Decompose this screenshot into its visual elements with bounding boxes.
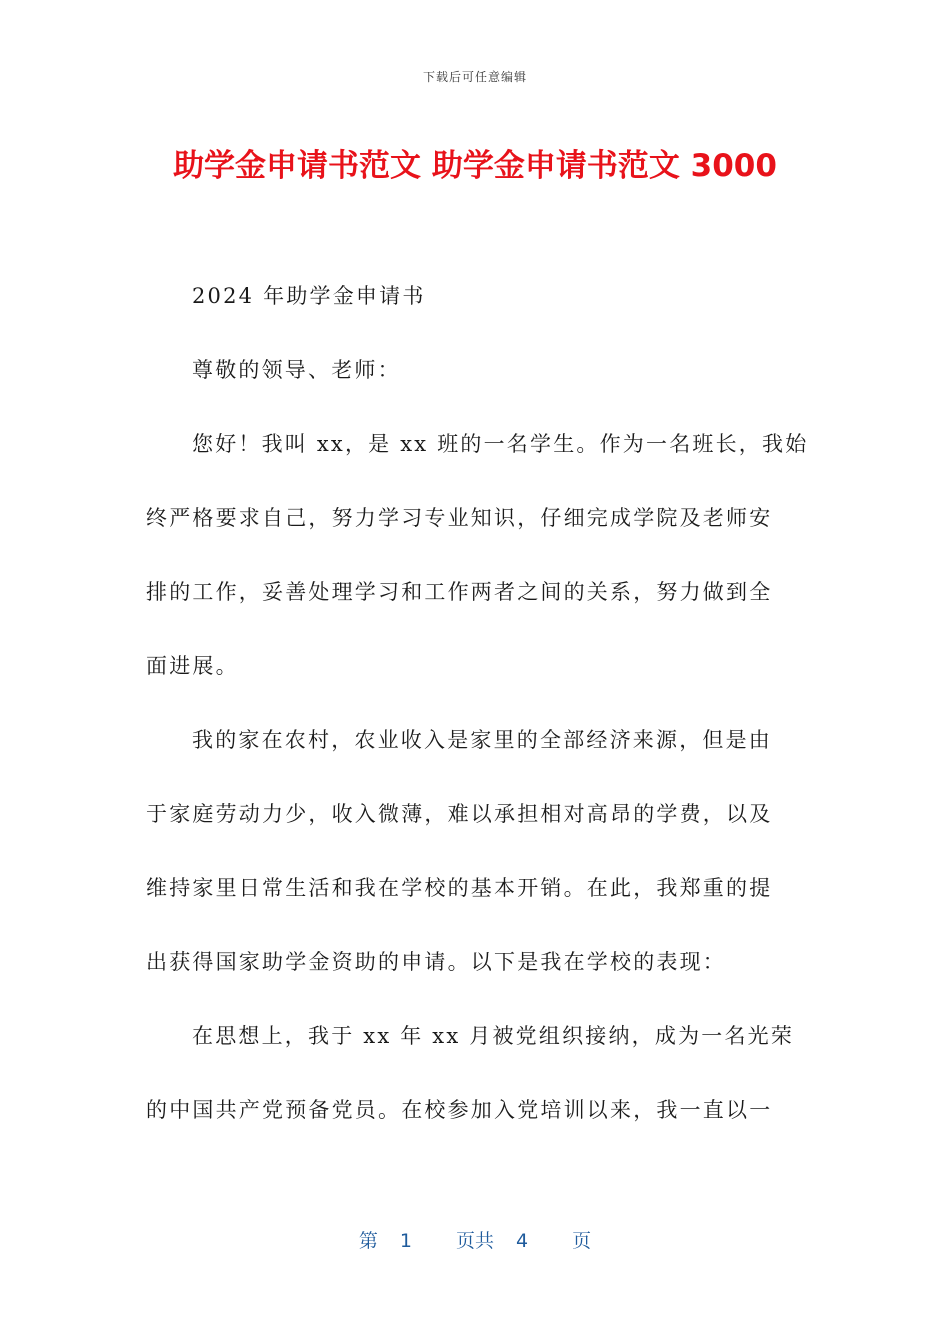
total-pages-number: 4 <box>516 1230 529 1252</box>
body-line: 排的工作，妥善处理学习和工作两者之间的关系，努力做到全 <box>146 580 773 604</box>
body-line: 终严格要求自己，努力学习专业知识，仔细完成学院及老师安 <box>146 506 773 530</box>
footer-prefix: 第 <box>358 1230 378 1252</box>
body-line: 在思想上，我于 xx 年 xx 月被党组织接纳，成为一名光荣 <box>192 1024 795 1048</box>
body-line: 您好！我叫 xx，是 xx 班的一名学生。作为一名班长，我始 <box>192 432 809 456</box>
current-page-number: 1 <box>399 1230 412 1252</box>
body-line: 的中国共产党预备党员。在校参加入党培训以来，我一直以一 <box>146 1098 773 1122</box>
body-line: 面进展。 <box>146 654 239 678</box>
body-line: 我的家在农村，农业收入是家里的全部经济来源，但是由 <box>192 728 772 752</box>
header-note: 下载后可任意编辑 <box>422 70 527 84</box>
footer-middle: 页共 <box>455 1230 494 1252</box>
body-line: 尊敬的领导、老师： <box>192 358 401 382</box>
body-line: 出获得国家助学金资助的申请。以下是我在学校的表现： <box>146 950 726 974</box>
body-line: 维持家里日常生活和我在学校的基本开销。在此，我郑重的提 <box>146 876 773 900</box>
page-footer <box>0 1226 950 1253</box>
body-line: 于家庭劳动力少，收入微薄，难以承担相对高昂的学费，以及 <box>146 802 773 826</box>
document-title: 助学金申请书范文 助学金申请书范文 3000 <box>173 148 777 184</box>
footer-suffix: 页 <box>572 1230 592 1252</box>
body-line: 2024 年助学金申请书 <box>192 284 426 308</box>
